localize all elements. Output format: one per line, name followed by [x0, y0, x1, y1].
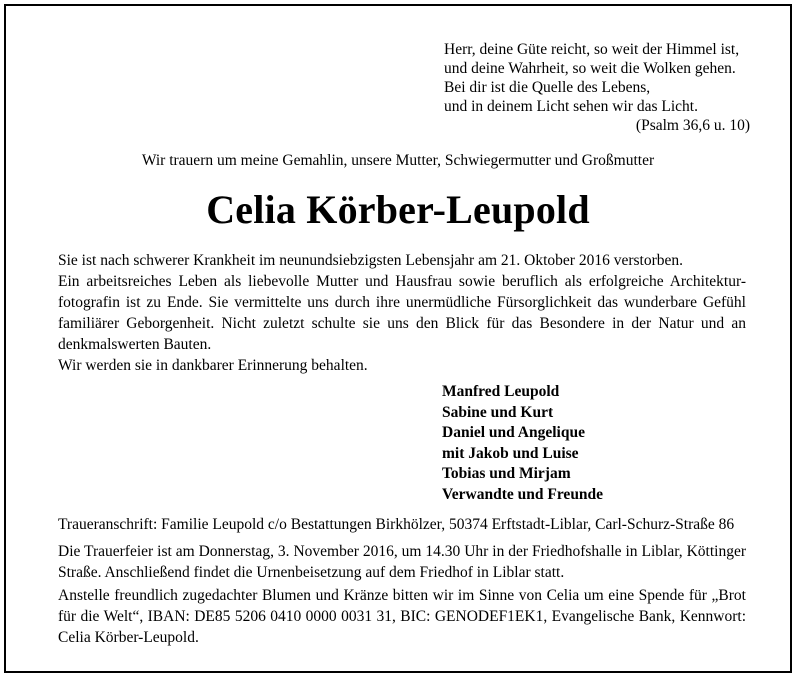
signer: Daniel und Angelique [442, 424, 585, 441]
signer: Verwandte und Freunde [442, 485, 604, 503]
psalm-reference: (Psalm 36,6 u. 10) [635, 117, 750, 134]
donation-request: Anstelle freundlich zugedachter Blumen und Kränze bitten wir im Sinne von Celia um eine Spende für „Brot für die Welt“, IBAN: DE85 5206 0410 0000 0031 31, BIC: GENODEF1EK1, Evangelische Bank, Kennwort: Celia Körber-Leupold. [58, 587, 746, 646]
mourning-address: Traueranschrift: Familie Leupold c/o Bestattungen Birkhölzer, 50374 Erftstadt-Liblar, Carl-Schurz-Straße 86 [58, 516, 735, 533]
signers-list [442, 382, 603, 505]
signer: Manfred Leupold [442, 383, 560, 400]
mourning-intro: Wir trauern um meine Gemahlin, unsere Mutter, Schwiegermutter und Großmutter [141, 152, 655, 169]
deceased-name: Celia Körber-Leupold [206, 187, 590, 232]
signer: Tobias und Mirjam [442, 465, 571, 482]
death-notice-paragraph: Sie ist nach schwerer Krankheit im neunundsiebzigsten Lebensjahr am 21. Oktober 2016 verstorben. [58, 252, 683, 269]
signer: mit Jakob und Luise [442, 444, 579, 462]
psalm-line: und deine Wahrheit, so weit die Wolken gehen. [444, 60, 736, 77]
signer: Sabine und Kurt [442, 403, 554, 421]
psalm-quote [444, 40, 754, 135]
psalm-line: Herr, deine Güte reicht, so weit der Himmel ist, [444, 41, 740, 58]
life-paragraph: Ein arbeitsreiches Leben als liebevolle Mutter und Hausfrau sowie beruflich als erfolgreiche Architektur-fotografin ist zu Ende. Sie vermittelte uns durch ihre unermüdliche Fürsorglichkeit das wunderbare Gefühl familiärer Geborgenheit. Nicht zuletzt schulte sie uns den Blick für das Besondere in der Natur und an denkmalswerten Bauten. [58, 273, 746, 353]
obituary-notice [4, 4, 792, 673]
remembrance-paragraph: Wir werden sie in dankbarer Erinnerung behalten. [58, 357, 368, 374]
psalm-line: Bei dir ist die Quelle des Lebens, [444, 79, 651, 96]
psalm-line: und in deinem Licht sehen wir das Licht. [444, 98, 698, 115]
funeral-details: Die Trauerfeier ist am Donnerstag, 3. November 2016, um 14.30 Uhr in der Friedhofshalle in Liblar, Köttinger Straße. Anschließend findet die Urnenbeisetzung auf dem Friedhof in Liblar statt. [58, 543, 746, 581]
